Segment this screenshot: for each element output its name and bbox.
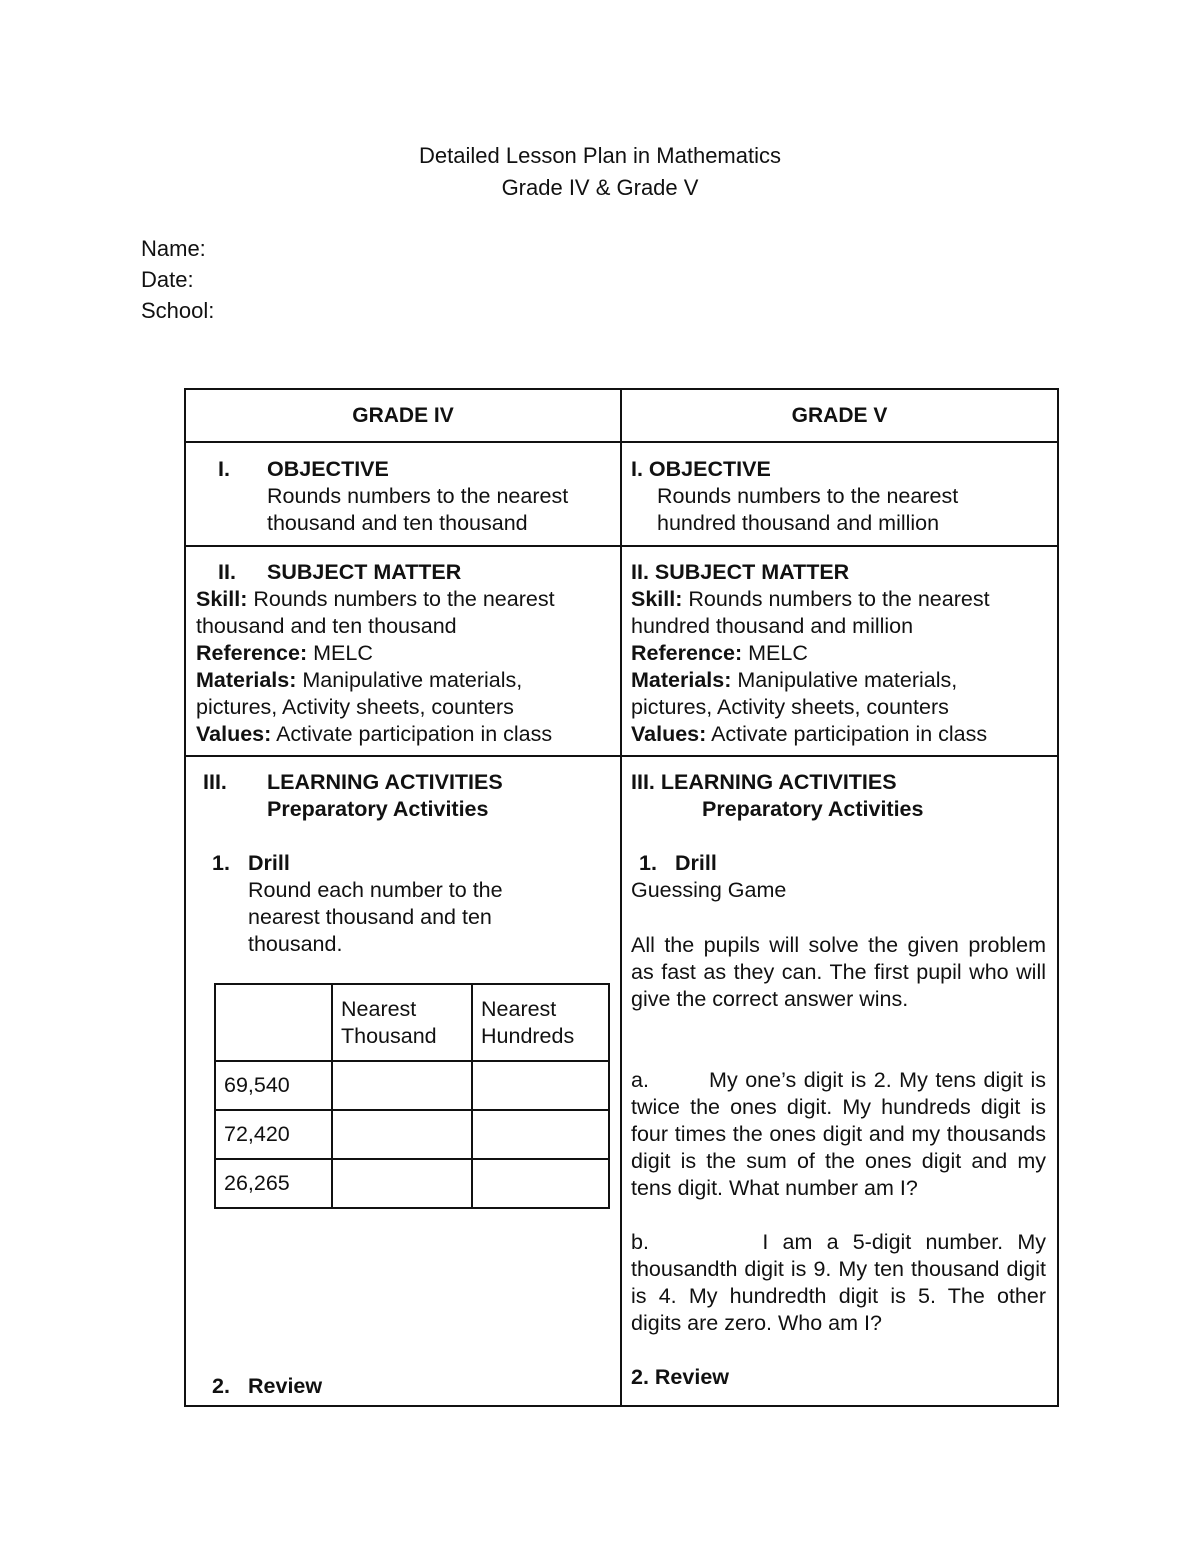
grade5-problem-b: b. I am a 5-digit number. My thousandth digit is 9. My ten thousand digit is 4. My hundredth digit is 5. The other digits are zero. Who am I?	[631, 1230, 1046, 1335]
grade4-review-number: 2.	[212, 1374, 230, 1398]
drill-cell-blank	[332, 1061, 472, 1110]
grade5-reference: Reference: MELC	[631, 641, 808, 665]
grade4-drill-line3: thousand.	[248, 932, 343, 956]
grade5-heading: GRADE V	[621, 389, 1058, 442]
grade5-skill: Skill: Rounds numbers to the nearest	[631, 587, 990, 611]
grade4-review-title: Review	[248, 1374, 323, 1398]
grade4-activities-subtitle: Preparatory Activities	[267, 797, 489, 821]
school-label: School:	[141, 298, 215, 323]
grade4-objective-cell	[186, 443, 620, 545]
grade4-objective-line2: thousand and ten thousand	[267, 511, 528, 535]
grade5-activities-subtitle: Preparatory Activities	[702, 797, 924, 821]
grade4-materials: Materials: Manipulative materials,	[196, 668, 523, 692]
grade5-drill-number: 1.	[639, 851, 657, 875]
grade5-problem-a: a. My one’s digit is 2. My tens digit is twice the ones digit. My hundreds digit is four times the ones digit and my thousands digit is the sum of the ones digit and my tens digit. What number am I?	[631, 1068, 1046, 1200]
grade5-skill-line2: hundred thousand and million	[631, 614, 914, 638]
grade5-activities-title: III. LEARNING ACTIVITIES	[631, 770, 897, 794]
grade4-heading: GRADE IV	[185, 389, 621, 442]
grade4-subject-title: SUBJECT MATTER	[267, 560, 462, 584]
grade4-materials-line2: pictures, Activity sheets, counters	[196, 695, 514, 719]
grade4-subject-cell	[186, 547, 620, 755]
drill-col-nearest-hundreds: Nearest Hundreds	[472, 984, 609, 1061]
grade5-objective-line2: hundred thousand and million	[657, 511, 940, 535]
grade4-subject-numeral: II.	[218, 560, 236, 584]
grade4-objective-title: OBJECTIVE	[267, 457, 389, 481]
grade5-objective-title: I. OBJECTIVE	[631, 457, 771, 481]
grade5-subject-title: II. SUBJECT MATTER	[631, 560, 850, 584]
document-title: Detailed Lesson Plan in Mathematics	[419, 143, 781, 168]
drill-table	[214, 983, 610, 1209]
drill-cell-blank	[332, 1110, 472, 1159]
date-label: Date:	[141, 267, 194, 292]
grade5-materials-line2: pictures, Activity sheets, counters	[631, 695, 949, 719]
grade5-drill-title: Drill	[675, 851, 717, 875]
grade5-materials: Materials: Manipulative materials,	[631, 668, 958, 692]
grade4-reference: Reference: MELC	[196, 641, 373, 665]
grade4-objective-numeral: I.	[218, 457, 230, 481]
drill-col-nearest-thousand: Nearest Thousand	[332, 984, 472, 1061]
drill-row-number: 69,540	[215, 1061, 332, 1110]
grade4-activities-cell	[186, 757, 620, 1405]
grade5-drill-instructions: All the pupils will solve the given problem as fast as they can. The first pupil who will give the correct answer wins.	[631, 933, 1046, 1011]
grade4-values: Values: Activate participation in class	[196, 722, 553, 746]
grade5-review-title: 2. Review	[631, 1365, 729, 1389]
grade5-values: Values: Activate participation in class	[631, 722, 988, 746]
lesson-plan-table	[184, 388, 1059, 1407]
grade5-game-title: Guessing Game	[631, 878, 787, 902]
grade5-objective-cell	[622, 443, 1057, 545]
grade4-activities-numeral: III.	[203, 770, 227, 794]
drill-row-number: 26,265	[215, 1159, 332, 1208]
name-label: Name:	[141, 236, 206, 261]
grade4-skill: Skill: Rounds numbers to the nearest	[196, 587, 555, 611]
grade5-activities-cell	[622, 757, 1057, 1405]
drill-cell-blank	[332, 1159, 472, 1208]
drill-table-corner	[215, 984, 332, 1061]
grade4-drill-line2: nearest thousand and ten	[248, 905, 492, 929]
grade4-activities-title: LEARNING ACTIVITIES	[267, 770, 503, 794]
grade4-skill-line2: thousand and ten thousand	[196, 614, 457, 638]
grade4-drill-title: Drill	[248, 851, 290, 875]
grade4-drill-line1: Round each number to the	[248, 878, 503, 902]
grade4-drill-number: 1.	[212, 851, 230, 875]
grade4-objective-line1: Rounds numbers to the nearest	[267, 484, 569, 508]
drill-cell-blank	[472, 1110, 609, 1159]
grade5-objective-line1: Rounds numbers to the nearest	[657, 484, 959, 508]
drill-row-number: 72,420	[215, 1110, 332, 1159]
drill-cell-blank	[472, 1159, 609, 1208]
grade5-subject-cell	[622, 547, 1057, 755]
document-subtitle: Grade IV & Grade V	[501, 175, 699, 200]
drill-cell-blank	[472, 1061, 609, 1110]
